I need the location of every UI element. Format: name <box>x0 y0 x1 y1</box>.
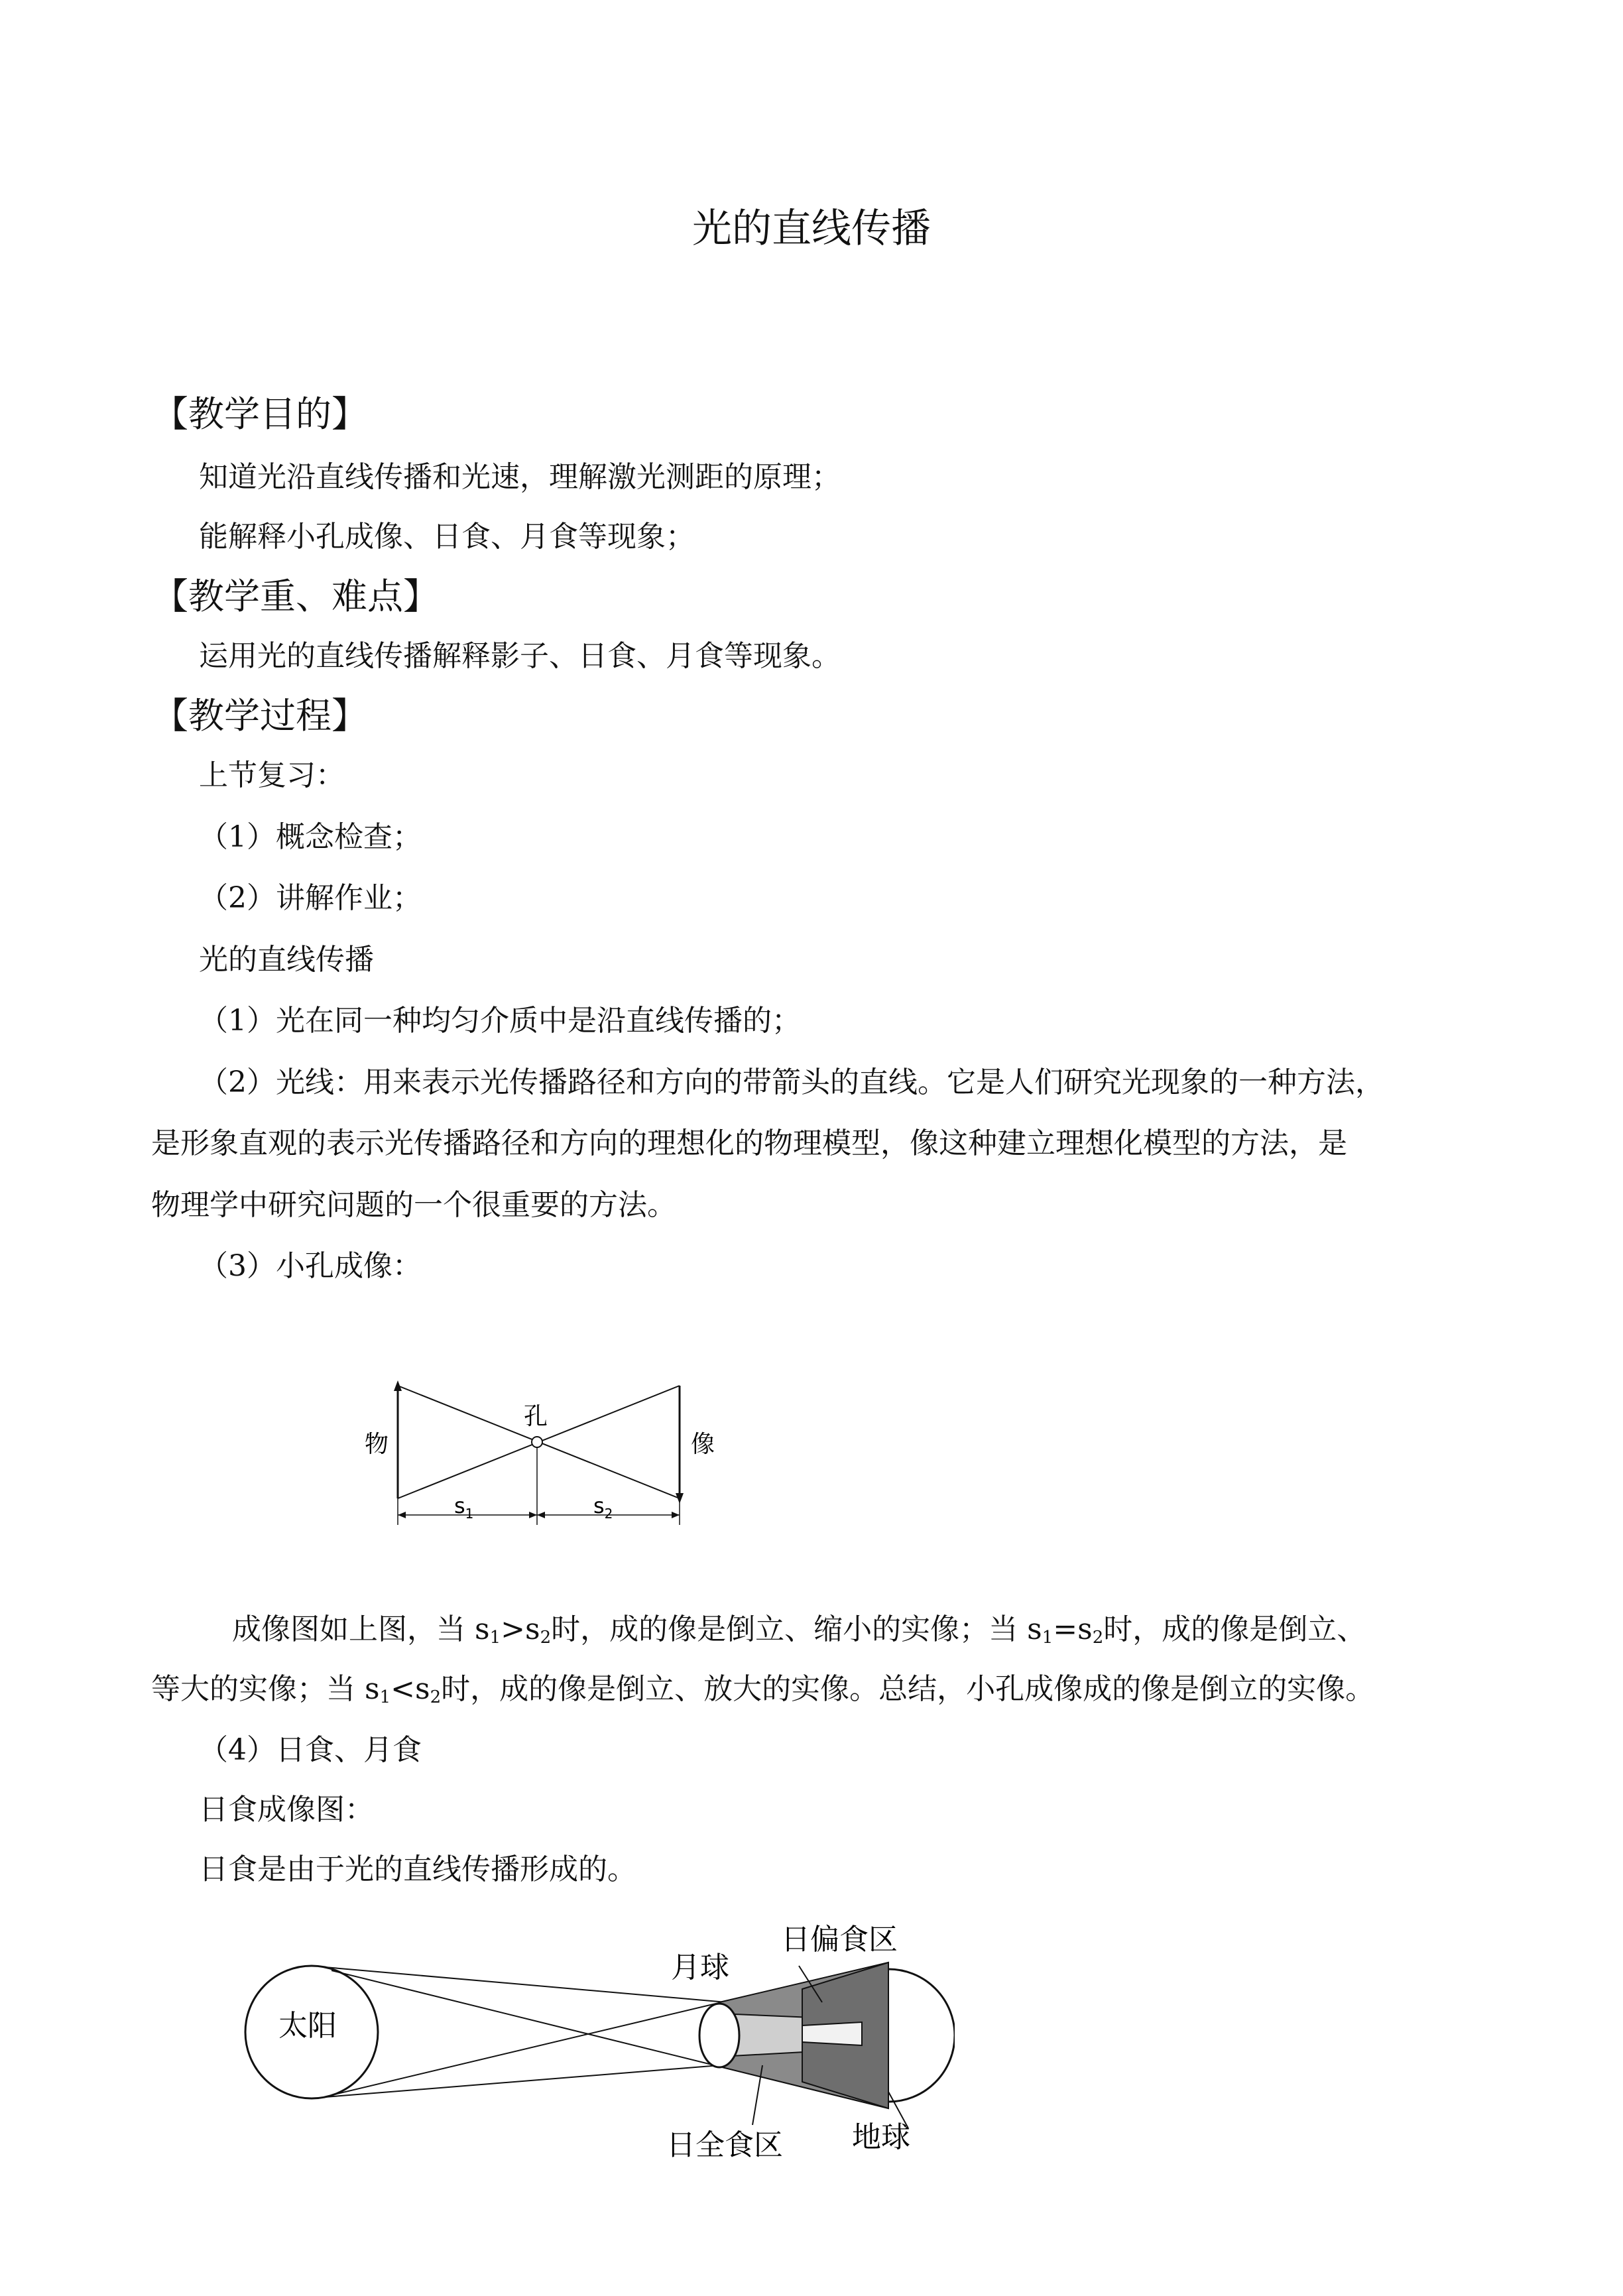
review-label: 上节复习： <box>199 758 345 792</box>
point-1: （1）光在同一种均匀介质中是沿直线传播的； <box>199 1004 801 1038</box>
s1-label: $s_1$ <box>454 1493 474 1522</box>
moon-label: 月球 <box>671 1951 729 1984</box>
earth-label: 地球 <box>852 2120 910 2154</box>
eclipse-diagram <box>225 1909 955 2188</box>
explain-line: 等大的实像；当 $s_1<s_2$时，成的像是倒立、放大的实像。总结，小孔成像成的像是倒立的实像。 <box>151 1672 1375 1707</box>
key-points-heading: 【教学重、难点】 <box>152 575 439 617</box>
point-4: （4）日食、月食 <box>199 1733 422 1767</box>
explain-line: 成像图如上图，当 $s_1>s_2$时，成的像是倒立、缩小的实像；当 $s_1=s_2$时，成的像是倒立、 <box>232 1612 1366 1648</box>
review-item: （2）讲解作业； <box>199 881 422 915</box>
pinhole <box>532 1437 542 1447</box>
total-zone-label: 日全食区 <box>666 2128 783 2162</box>
key-point-item: 运用光的直线传播解释影子、日食、月食等现象。 <box>199 639 841 673</box>
objective-item: 能解释小孔成像、日食、月食等现象； <box>199 520 695 554</box>
total-eclipse-zone <box>802 2022 862 2045</box>
eclipse-desc: 日食是由于光的直线传播形成的。 <box>199 1852 636 1886</box>
hole-label: 孔 <box>524 1403 548 1430</box>
point-2-line: 是形象直观的表示光传播路径和方向的理想化的物理模型，像这种建立理想化模型的方法，是 <box>151 1126 1347 1160</box>
image-label: 像 <box>691 1431 715 1458</box>
sun-label: 太阳 <box>278 2009 337 2043</box>
arrow-head <box>529 1512 537 1518</box>
process-heading: 【教学过程】 <box>152 695 367 737</box>
point-2-line: （2）光线：用来表示光传播路径和方向的带箭头的直线。它是人们研究光现象的一种方法， <box>199 1065 1384 1099</box>
object-label: 物 <box>365 1431 389 1458</box>
arrow-head <box>537 1512 545 1518</box>
page-title: 光的直线传播 <box>692 206 931 252</box>
topic-label: 光的直线传播 <box>199 943 374 977</box>
point-3: （3）小孔成像： <box>199 1249 422 1283</box>
objective-item: 知道光沿直线传播和光速，理解激光测距的原理； <box>199 460 841 494</box>
arrow-head <box>672 1512 680 1518</box>
moon <box>699 2004 739 2067</box>
s2-label: $s_2$ <box>593 1493 613 1522</box>
eclipse-title: 日食成像图： <box>199 1793 374 1827</box>
pinhole-diagram <box>345 1366 716 1585</box>
objectives-heading: 【教学目的】 <box>152 393 367 435</box>
partial-zone-label: 日偏食区 <box>781 1923 898 1957</box>
review-item: （1）概念检查； <box>199 820 422 854</box>
arrow-head <box>398 1512 406 1518</box>
point-2-line: 物理学中研究问题的一个很重要的方法。 <box>151 1188 676 1222</box>
